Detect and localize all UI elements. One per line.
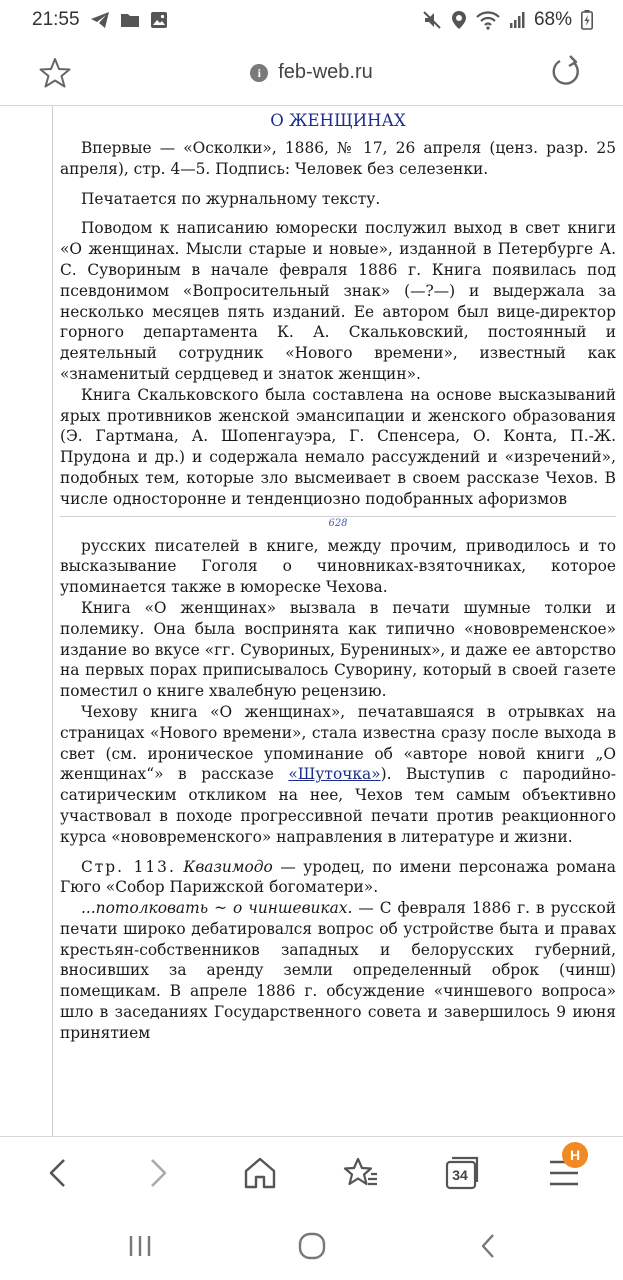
telegram-icon — [90, 11, 110, 29]
clock: 21:55 — [32, 9, 80, 30]
signal-icon — [509, 11, 525, 29]
wifi-icon — [476, 10, 500, 30]
address-bar — [0, 40, 623, 106]
note-term-chinshevik: ...потолковать ~ о чиншевиках. — [81, 899, 353, 918]
note-quasimodo — [60, 857, 616, 899]
page-break — [60, 512, 616, 536]
browser-toolbar — [0, 1136, 623, 1208]
home-pill-icon[interactable] — [296, 1230, 328, 1262]
star-icon[interactable] — [38, 56, 72, 94]
note-term-quasimodo: Квазимодо — [183, 857, 273, 876]
page-number: 628 — [328, 517, 348, 529]
note-page-label: Стр. 113. — [81, 857, 176, 876]
note-chinshevik-text: — С февраля 1886 г. в русской печати широко дебатировался вопрос об устройстве быта и правах крестьян-собственников западных и белорусских губерний, вносивших за аренду земли определенный оброк (чинш) помещикам. В апреле 1886 г. обсуждение «чиншевого вопроса» шло в заседаниях Государственного совета и завершилось 9 июня принятием — [60, 899, 616, 1042]
recents-icon[interactable] — [124, 1230, 156, 1262]
paragraph-chekhov-text-2: ). Выступив с пародийно-сатирическим откликом на нее, Чехов тем самым объективно участвовал в походе прогрессивной печати против реакционного курса «нововременского» направления в литературе и жизни. — [60, 765, 616, 846]
url-text: feb-web.ru — [278, 61, 373, 83]
paragraph-chekhov-text-1: Чехову книга «О женщинах», печатавшаяся в отрывках на страницах «Нового времени», стала известна сразу после выхода в свет (см. ироническое упоминание об «авторе новой книги „О женщинах“» в рассказе — [60, 702, 616, 784]
bookmarks-icon[interactable] — [341, 1153, 381, 1193]
article — [60, 110, 616, 1044]
system-navigation-bar — [0, 1208, 623, 1280]
status-left — [32, 9, 168, 31]
paragraph-gogol: русских писателей в книге, между прочим, приводилось и то высказывание Гоголя о чиновниках-взяточниках, которое упоминается также в юмореске Чехова. — [60, 536, 616, 597]
note-quasimodo-text: — уродец, по имени персонажа романа Гюго «Собор Парижской богоматери». — [60, 857, 616, 897]
paragraph-first-published: Впервые — «Осколки», 1886, № 17, 26 апреля (ценз. разр. 25 апреля), стр. 4—5. Подпись: Человек без селезенки. — [60, 139, 616, 178]
tab-count: 34 — [452, 1167, 468, 1183]
paragraph-reason: Поводом к написанию юморески послужил выход в свет книги «О женщинах. Мысли старые и новые», изданной в Петербурге А. С. Сувориным в начале февраля 1886 г. Книга появилась под псевдонимом «Вопросительный знак» (—?—) и выдержала за несколько месяцев пять изданий. Ее автором был вице-директор горного департамента К. А. Скальковский, постоянный и деятельный сотрудник «Нового времени», известный как «знаменитый сердцевед и знаток женщин». — [60, 219, 616, 383]
location-icon — [451, 10, 467, 30]
page-break-line — [60, 516, 616, 517]
mute-icon — [422, 10, 442, 30]
link-shutochka[interactable]: «Шуточка» — [288, 765, 381, 784]
home-icon[interactable] — [240, 1153, 280, 1193]
article-title: О ЖЕНЩИНАХ — [270, 111, 406, 130]
system-back-icon[interactable] — [472, 1230, 504, 1262]
tabs-icon[interactable] — [442, 1153, 482, 1193]
battery-charging-icon — [581, 10, 593, 30]
battery-level: 68% — [533, 9, 572, 30]
back-icon[interactable] — [38, 1153, 78, 1193]
web-content[interactable] — [0, 106, 623, 1136]
folder-icon — [120, 12, 140, 28]
url-field[interactable] — [250, 61, 373, 84]
paragraph-book: Книга Скальковского была составлена на основе высказываний ярых противников женской эмансипации и женского образования (Э. Гартмана, А. Шопенгауэра, Г. Спенсера, О. Конта, П.-Ж. Прудона и др.) и содержала немало рассуждений и «изречений», подобных тем, которые зло высмеивает в своем рассказе Чехов. В числе односторонне и тенденциозно подобранных афоризмов — [60, 385, 616, 508]
paragraph-chekhov — [60, 702, 616, 848]
forward-icon[interactable] — [138, 1153, 178, 1193]
notification-badge: Н — [562, 1142, 588, 1168]
info-icon[interactable]: i — [250, 64, 268, 82]
status-right — [422, 9, 593, 31]
gallery-icon — [150, 11, 168, 29]
paragraph-printed-by: Печатается по журнальному тексту. — [81, 189, 381, 208]
left-margin-rule — [52, 106, 53, 1136]
reload-icon[interactable] — [549, 54, 583, 94]
status-bar — [0, 0, 623, 40]
note-chinshevik — [60, 898, 616, 1044]
paragraph-polemic: Книга «О женщинах» вызвала в печати шумные толки и полемику. Она была воспринята как типично «нововременское» издание во вкусе «гг. Сувориных, Бурениных», и даже ее авторство на первых порах приписывалось Суворину, который в своей газете поместил о книге хвалебную рецензию. — [60, 598, 616, 701]
